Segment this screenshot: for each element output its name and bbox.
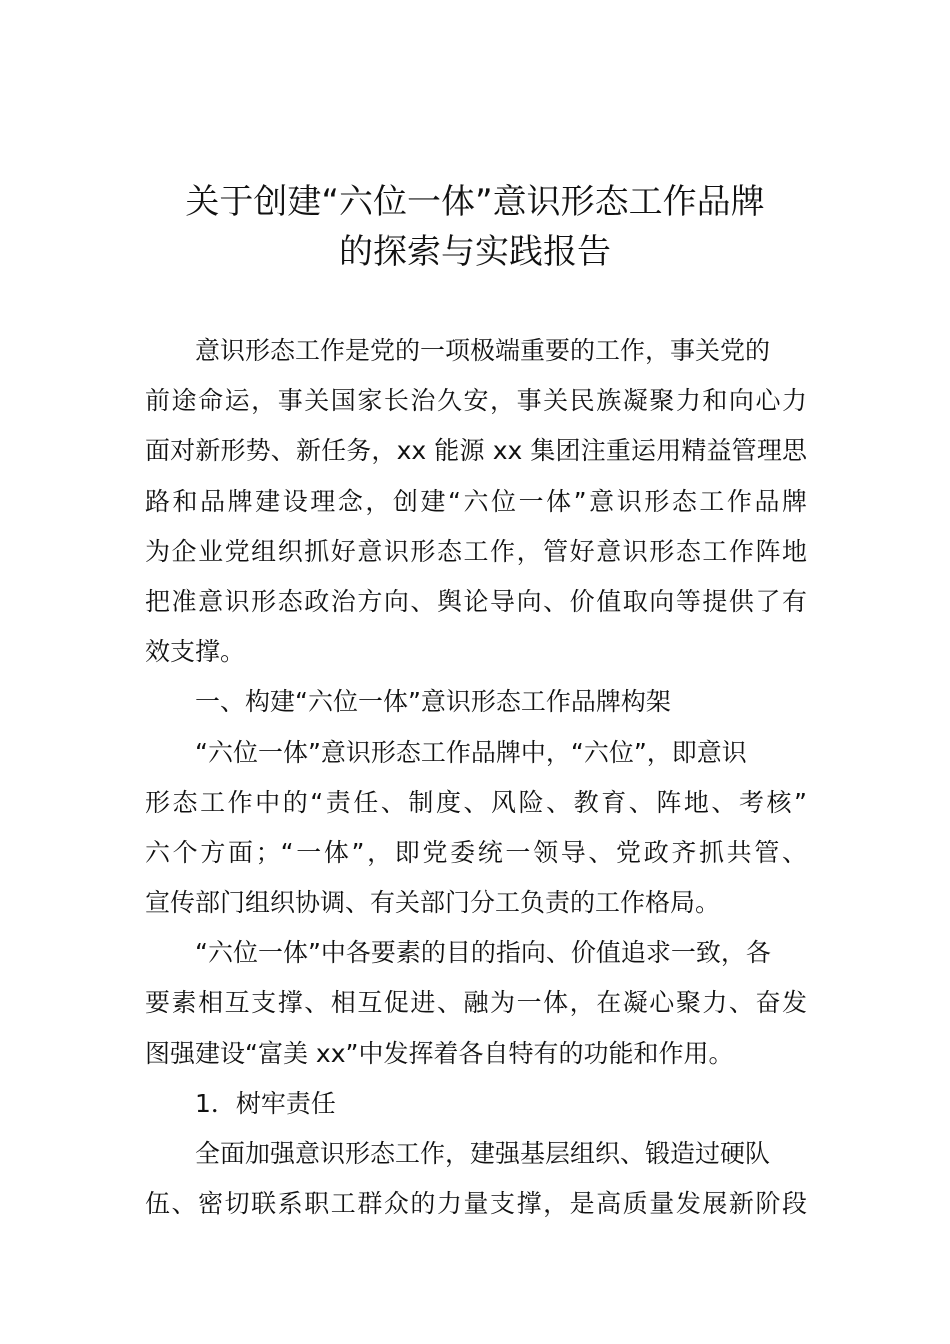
paragraph-line: 路和品牌建设理念，创建“六位一体”意识形态工作品牌 xyxy=(145,486,807,516)
paragraph-line: “六位一体”中各要素的目的指向、价值追求一致，各 xyxy=(195,938,771,968)
paragraph-line: 把准意识形态政治方向、舆论导向、价值取向等提供了有 xyxy=(145,586,807,616)
subsection-heading: 1．树牢责任 xyxy=(195,1088,336,1118)
document-body xyxy=(145,326,807,1229)
paragraph-line: 面对新形势、新任务，xx 能源 xx 集团注重运用精益管理思 xyxy=(145,436,807,466)
paragraph-line: 为企业党组织抓好意识形态工作，管好意识形态工作阵地 xyxy=(145,536,807,566)
section-heading: 一、构建“六位一体”意识形态工作品牌构架 xyxy=(195,687,671,717)
paragraph-line: 效支撑。 xyxy=(145,637,246,667)
document-title-line-2: 的探索与实践报告 xyxy=(339,232,611,272)
paragraph-line: 六个方面；“一体”，即党委统一领导、党政齐抓共管、 xyxy=(145,837,807,867)
paragraph-line: 图强建设“富美 xx”中发挥着各自特有的功能和作用。 xyxy=(145,1038,734,1068)
paragraph-line: 前途命运，事关国家长治久安，事关民族凝聚力和向心力 xyxy=(145,386,807,416)
paragraph-line: 要素相互支撑、相互促进、融为一体，在凝心聚力、奋发 xyxy=(145,988,807,1018)
document-title-line-1: 关于创建“六位一体”意识形态工作品牌 xyxy=(185,182,765,222)
paragraph-line: 形态工作中的“责任、制度、风险、教育、阵地、考核” xyxy=(145,787,807,817)
paragraph-line: 宣传部门组织协调、有关部门分工负责的工作格局。 xyxy=(145,888,721,918)
paragraph-line: “六位一体”意识形态工作品牌中，“六位”，即意识 xyxy=(195,737,747,767)
paragraph-line: 伍、密切联系职工群众的力量支撑，是高质量发展新阶段 xyxy=(145,1189,807,1219)
paragraph-line: 意识形态工作是党的一项极端重要的工作，事关党的 xyxy=(195,336,771,365)
paragraph-line: 全面加强意识形态工作，建强基层组织、锻造过硬队 xyxy=(195,1139,771,1168)
